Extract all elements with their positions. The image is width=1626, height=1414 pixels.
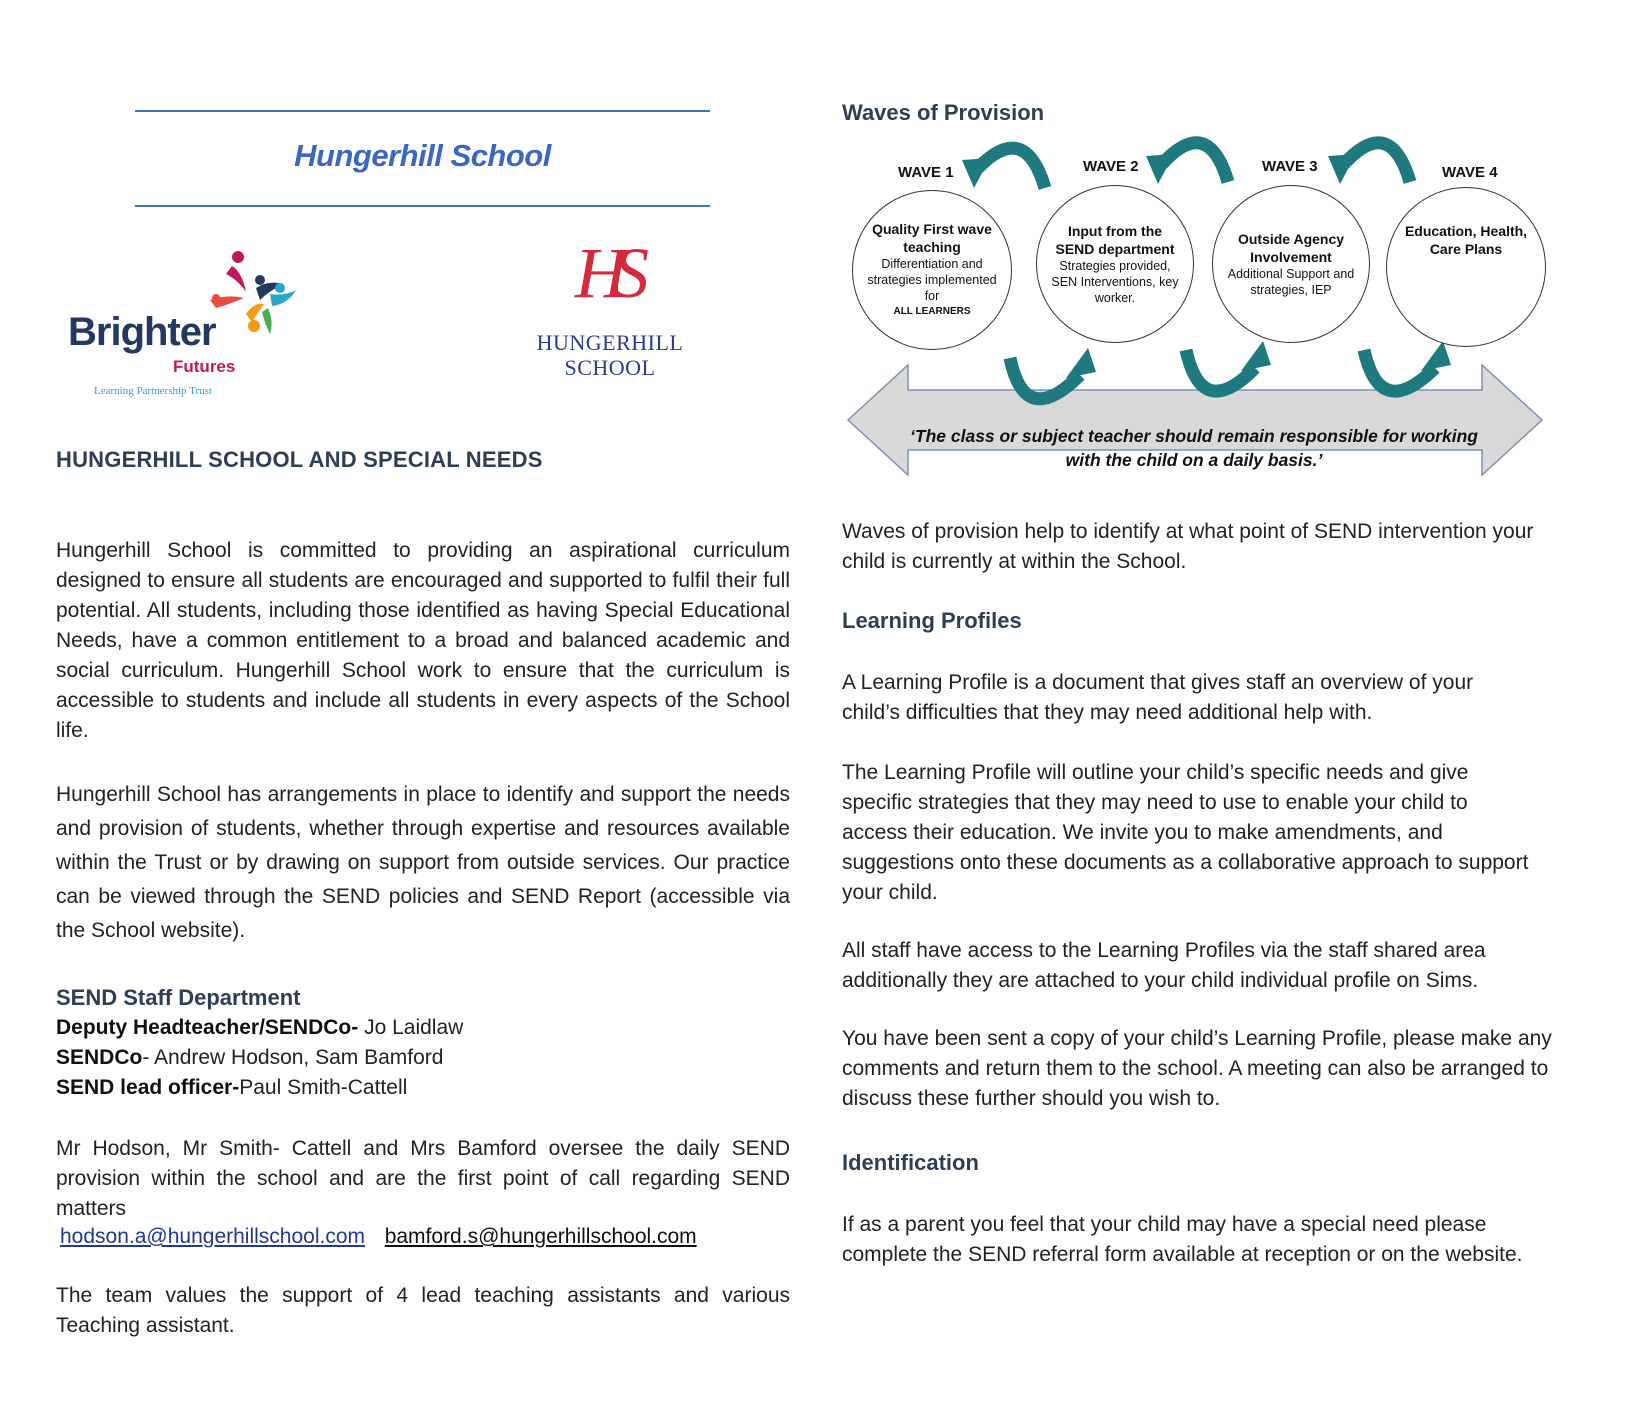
wave-circle-title: Quality First wave teaching <box>872 221 992 255</box>
hs-logo-line2: SCHOOL <box>564 355 656 380</box>
wave-circle-extra: ALL LEARNERS <box>893 306 971 317</box>
staff-row-sendco <box>56 1043 790 1073</box>
send-staff-heading: SEND Staff Department <box>56 985 301 1010</box>
school-title: Hungerhill School <box>294 138 551 173</box>
bottom-curve-arrow-3 <box>1364 350 1435 391</box>
top-curve-arrow-3 <box>1344 143 1410 182</box>
hs-monogram: HS <box>575 233 635 313</box>
staff-row-deputy <box>56 1013 790 1043</box>
brighter-futures-logo <box>68 250 308 400</box>
wave-circle-3 <box>1212 185 1370 343</box>
wave-circle-title: Education, Health, Care Plans <box>1404 223 1528 257</box>
identification-heading: Identification <box>842 1150 979 1175</box>
bottom-curve-arrow-1 <box>1010 358 1080 399</box>
staff-row-lead-officer <box>56 1073 790 1103</box>
lp-paragraph-3: All staff have access to the Learning Profiles via the staff shared area additionally they are attached to your child individual profile on Sims. <box>842 939 1486 992</box>
wave-circle-4 <box>1386 187 1546 347</box>
brighter-logo-line2: Futures <box>173 357 236 376</box>
arrangements-paragraph: Hungerhill School has arrangements in place to identify and support the needs and provision of students, whether through expertise and resources available within the Trust or by drawing on support from outside services. Our practice can be viewed through the SEND policies and SEND Report (accessible via the School website). <box>56 783 790 942</box>
brighter-futures-emblem-icon <box>208 250 308 350</box>
wave-circle-title: Outside Agency Involvement <box>1237 231 1345 265</box>
staff-name: Paul Smith-Cattell <box>239 1076 408 1099</box>
top-curve-arrow-1 <box>978 148 1045 188</box>
waves-diagram <box>840 130 1550 485</box>
staff-name: - Andrew Hodson, Sam Bamford <box>142 1046 444 1069</box>
hs-logo-line1: HUNGERHILL <box>536 330 684 355</box>
lp-paragraph-1: A Learning Profile is a document that gives staff an overview of your child’s difficulties that they may need additional help with. <box>842 671 1474 724</box>
staff-name: Jo Laidlaw <box>358 1016 464 1039</box>
wave-label-2: WAVE 2 <box>1083 158 1139 175</box>
email-line <box>60 1222 794 1252</box>
bottom-curve-arrow-2 <box>1186 350 1255 391</box>
special-needs-heading: HUNGERHILL SCHOOL AND SPECIAL NEEDS <box>56 447 543 472</box>
oversee-paragraph: Mr Hodson, Mr Smith- Cattell and Mrs Bamford oversee the daily SEND provision within the school and are the first point of call regarding SEND matters <box>56 1137 790 1220</box>
hungerhill-logo <box>530 228 690 388</box>
staff-list <box>56 1013 790 1103</box>
lp-paragraph-4: You have been sent a copy of your child’s Learning Profile, please make any comments and return them to the school. A meeting can also be arranged to discuss these further should you wish to. <box>842 1027 1552 1110</box>
brighter-logo-line3: Learning Partnership Trust <box>94 385 212 397</box>
lp-paragraph-2: The Learning Profile will outline your child’s specific needs and give specific strategies that they may need to use to enable your child to access their education. We invite you to make amendments, and suggestions onto these documents as a collaborative approach to support your child. <box>842 761 1529 904</box>
responsibility-quote: ‘The class or subject teacher should remain responsible for working with the child on a daily basis.’ <box>910 426 1478 470</box>
identification-paragraph: If as a parent you feel that your child may have a special need please complete the SEND referral form available at reception or on the website. <box>842 1213 1523 1266</box>
wave-label-4: WAVE 4 <box>1442 164 1498 181</box>
wave-circle-detail: Differentiation and strategies implemented for <box>867 257 997 303</box>
waves-heading: Waves of Provision <box>842 100 1045 125</box>
staff-role: SENDCo <box>56 1046 143 1069</box>
wave-label-3: WAVE 3 <box>1262 158 1318 175</box>
wave-circle-2 <box>1036 185 1194 343</box>
team-paragraph: The team values the support of 4 lead teaching assistants and various Teaching assistant. <box>56 1284 790 1337</box>
waves-paragraph: Waves of provision help to identify at what point of SEND intervention your child is currently at within the School. <box>842 520 1534 573</box>
email-link-bamford[interactable]: bamford.s@hungerhillschool.com <box>384 1225 697 1248</box>
email-link-hodson[interactable]: hodson.a@hungerhillschool.com <box>60 1225 366 1248</box>
wave-circle-detail: Strategies provided, SEN Interventions, key worker. <box>1051 259 1179 305</box>
title-top-rule <box>135 110 710 112</box>
staff-role: Deputy Headteacher/SENDCo- <box>56 1016 359 1039</box>
wave-circle-1 <box>852 190 1012 350</box>
staff-role: SEND lead officer- <box>56 1076 240 1099</box>
wave-circle-title: Input from the SEND department <box>1055 223 1175 257</box>
wave-label-1: WAVE 1 <box>898 164 954 181</box>
top-curve-arrow-2 <box>1162 143 1228 182</box>
intro-paragraph: Hungerhill School is committed to providing an aspirational curriculum designed to ensure all students are encouraged and supported to fulfil their full potential. All students, including those identified as having Special Educational Needs, have a common entitlement to a broad and balanced academic and social curriculum. Hungerhill School work to ensure that the curriculum is accessible to students and include all students in every aspects of the School life. <box>56 539 790 742</box>
wave-circle-detail: Additional Support and strategies, IEP <box>1227 267 1355 297</box>
title-bottom-rule <box>135 205 710 207</box>
brighter-logo-line1: Brighter <box>68 310 216 354</box>
learning-profiles-heading: Learning Profiles <box>842 608 1022 633</box>
